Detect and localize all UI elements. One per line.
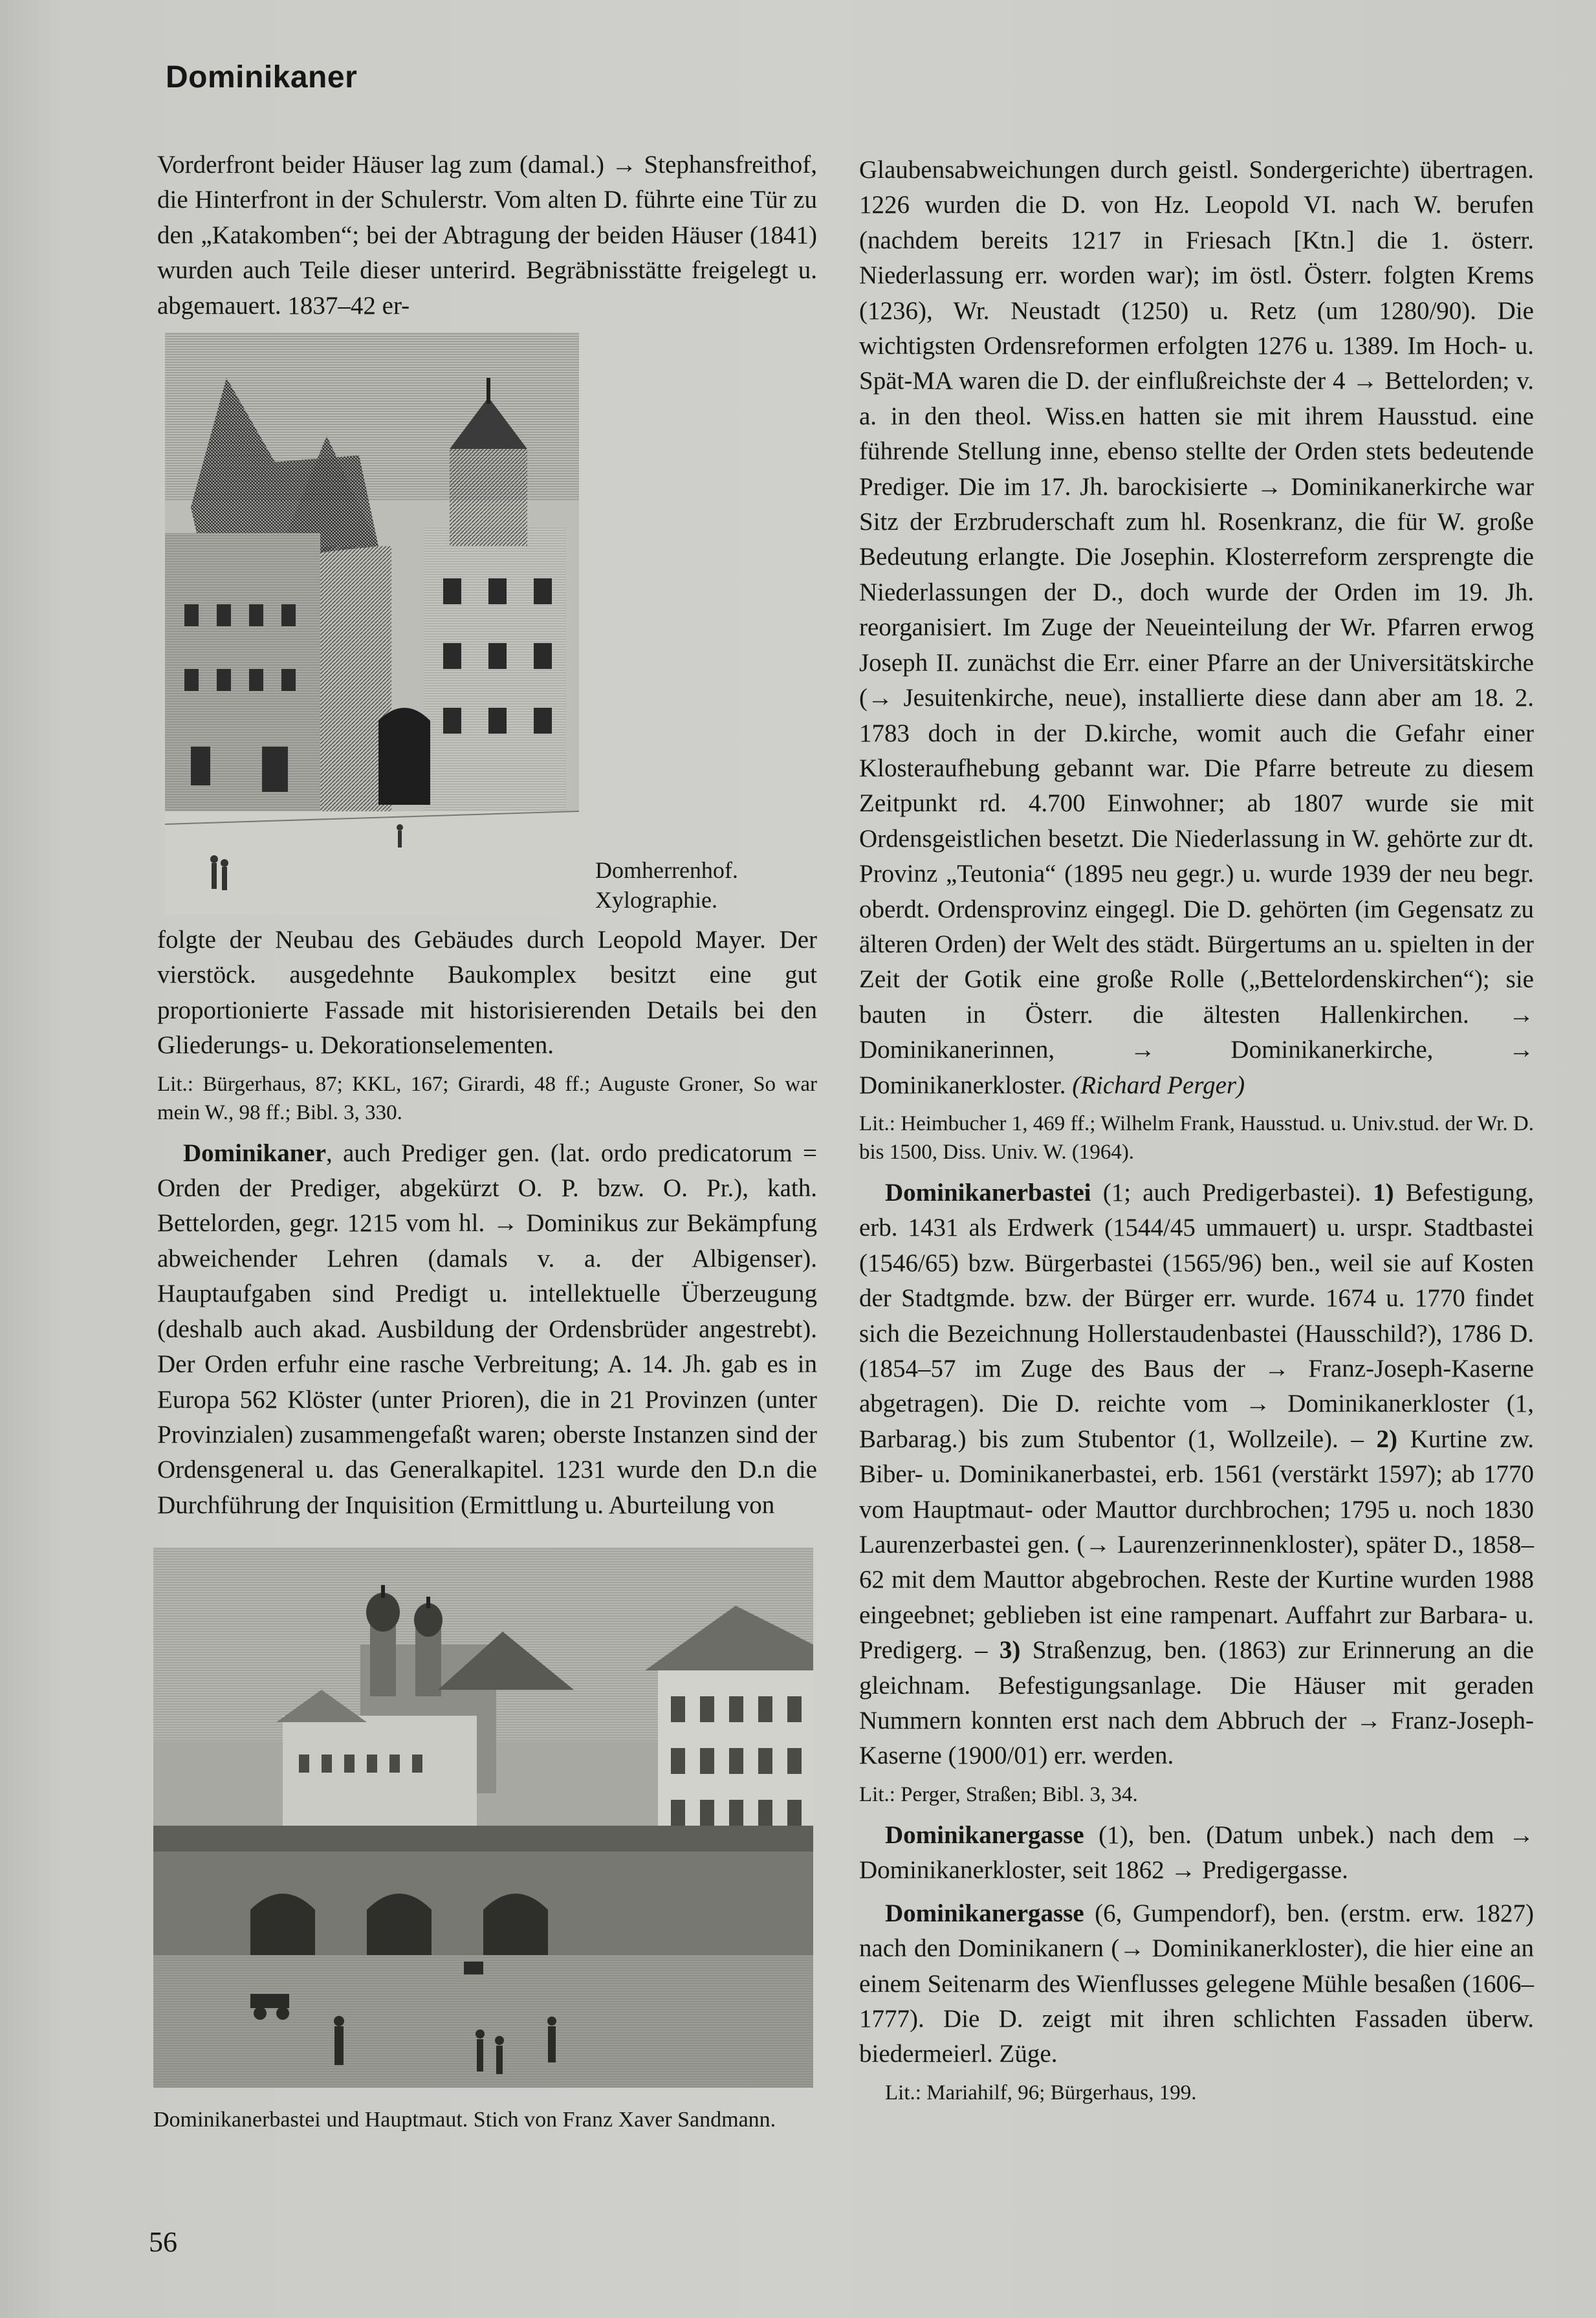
- entry-dominikanergasse-1-headword: Dominikanergasse: [885, 1821, 1084, 1849]
- dominikanerbastei-engraving-image: [153, 1547, 813, 2088]
- paragraph-domherrenhof-rebuild: folgte der Neubau des Gebäudes durch Leopold Mayer. Der vierstöck. ausgedehnte Baukomplex besitzt eine gut proportionierte Fassade mit historisierenden Details bei den Gliederungs- u. Dekorationselementen.: [157, 926, 817, 1060]
- literature-domherrenhof: Lit.: Bürgerhaus, 87; KKL, 167; Girardi, 48 ff.; Auguste Groner, So war mein W., 98 ff.; Bibl. 3, 330.: [157, 1072, 817, 1124]
- entry-dominikaner-headword: Dominikaner: [183, 1139, 327, 1167]
- entry-dominikanergasse-1-text: (1), ben. (Datum unbek.) nach dem → Dominikanerkloster, seit 1862 → Predigergasse.: [859, 1821, 1534, 1885]
- entry-dominikanerbastei-number-2: 2): [1376, 1425, 1397, 1453]
- caption-line-technique: Xylographie.: [595, 887, 717, 913]
- entry-dominikanergasse-1: [859, 1818, 1534, 1888]
- page-number: 56: [149, 2226, 177, 2258]
- running-header-title: Dominikaner: [166, 60, 358, 94]
- figure-domherrenhof-caption: [595, 855, 738, 915]
- figure-dominikanerbastei-caption: Dominikanerbastei und Hauptmaut. Stich von Franz Xaver Sandmann.: [153, 2107, 776, 2132]
- author-signature: (Richard Perger): [1072, 1071, 1245, 1099]
- entry-dominikanerbastei: [859, 1175, 1534, 1774]
- paragraph-dominikaner-text: Glaubensabweichungen durch geistl. Sondergerichte) übertragen. 1226 wurden die D. von Hz. Leopold VI. nach W. berufen (nachdem bereits 1217 in Friesach [Ktn.] die 1. österr. Niederlassung err. worden war); im östl. Österr. folgten Krems (1236), Wr. Neustadt (1250) u. Retz (um 1280/90). Die wichtigsten Ordensreformen erfolgten 1276 u. 1389. Im Hoch- u. Spät-MA waren die D. der einflußreichste der 4 → Bettelorden; v. a. in den theol. Wiss.en hatten sie mit ihrem Hausstud. eine führende Stellung inne, ebenso stellte der Orden stets bedeutende Prediger. Die im 17. Jh. barockisierte → Dominikanerkirche war Sitz der Erzbruderschaft zum hl. Rosenkranz, die für W. große Bedeutung erlangte. Die Josephin. Klosterreform zersprengte die Niederlassungen der D., doch wurde der Orden im 19. Jh. reorganisiert. Im Zuge der Neueinteilung der Wr. Pfarren erwog Joseph II. zunächst die Err. einer Pfarre an der Universitätskirche (→ Jesuitenkirche, neue), installierte diese dann aber am 18. 2. 1783 doch in der D.kirche, womit auch die Gefahr einer Klosteraufhebung gebannt war. Die Pfarre betreute zu diesem Zeitpunkt rd. 4.700 Einwohner; ab 1807 wurde sie mit Ordensgeistlichen besetzt. Die Niederlassung in W. gehörte zur dt. Provinz „Teutonia“ (1895 neu gegr.) u. wurde 1939 der neu begr. oberdt. Ordensprovinz eingegl. Die D. gehörten (im Gegensatz zu älteren Orden) der Welt des städt. Bürgertums an u. spielten in der Zeit der Gotik eine große Rolle („Bettelordenskirchen“); sie bauten in Österr. die ältesten Hallenkirchen. → Dominikanerinnen, → Dominikanerkirche, → Dominikanerkloster.: [859, 156, 1534, 1099]
- left-column: [153, 148, 817, 2134]
- paragraph-domherrenhof-continued: Vorderfront beider Häuser lag zum (damal.) → Stephansfreithof, die Hinterfront in der Schulerstr. Vom alten D. führte eine Tür zu den „Katakomben“; bei der Abtragung der beiden Häuser (1841) wurden auch Teile dieser unterird. Begräbnisstätte freigelegt u. abgemauert. 1837–42 er-: [157, 151, 817, 320]
- entry-dominikanerbastei-number-3: 3): [999, 1636, 1021, 1665]
- right-column: [859, 153, 1534, 2116]
- entry-dominikanergasse-6: [859, 1896, 1534, 2072]
- entry-dominikanerbastei-text-4: Straßenzug, ben. (1863) zur Erinnerung an die gleichnam. Befestigungsanlage. Die Häuser mit geraden Nummern konnten erst nach dem Abbruch der → Franz-Joseph-Kaserne (1900/01) err. werden.: [859, 1636, 1534, 1770]
- figure-domherrenhof: [165, 333, 817, 915]
- entry-dominikanerbastei-text-3: Kurtine zw. Biber- u. Dominikanerbastei, erb. 1561 (verstärkt 1597); ab 1770 vom Hauptmaut- oder Mauttor durchbrochen; 1795 u. noch 1830 Laurenzerbastei gen. (→ Laurenzerinnenkloster), später D., 1858–62 mit dem Mauttor abgebrochen. Reste der Kurtine wurden 1988 eingeebnet; geblieben ist eine rampenart. Auffahrt zur Barbara- u. Predigerg. –: [859, 1425, 1535, 1665]
- caption-line-title: Domherrenhof.: [595, 857, 738, 884]
- paragraph-dominikaner-continued: [859, 153, 1534, 1103]
- entry-dominikaner: [157, 1136, 817, 1523]
- literature-dominikaner: Lit.: Heimbucher 1, 469 ff.; Wilhelm Frank, Hausstud. u. Univ.stud. der Wr. D. bis 1500, Diss. Univ. W. (1964).: [859, 1111, 1534, 1164]
- entry-dominikanerbastei-headword: Dominikanerbastei: [885, 1178, 1091, 1207]
- literature-dominikanergasse-6: Lit.: Mariahilf, 96; Bürgerhaus, 199.: [885, 2081, 1197, 2105]
- entry-dominikanergasse-6-headword: Dominikanergasse: [885, 1899, 1084, 1927]
- entry-dominikaner-text: , auch Prediger gen. (lat. ordo predicatorum = Orden der Prediger, abgekürzt O. P. bzw. O. Pr.), kath. Bettelorden, gegr. 1215 vom hl. → Dominikus zur Bekämpfung abweichender Lehren (damals v. a. der Albigenser). Hauptaufgaben sind Predigt u. intellektuelle Überzeugung (deshalb auch akad. Ausbildung der Ordensbrüder angestrebt). Der Orden erfuhr eine rasche Verbreitung; A. 14. Jh. gab es in Europa 562 Klöster (unter Prioren), die in 21 Provinzen (unter Provinzialen) zusammengefaßt waren; oberste Instanzen sind der Ordensgeneral u. das Generalkapitel. 1231 wurde den D.n die Durchführung der Inquisition (Ermittlung u. Aburteilung von: [157, 1139, 817, 1519]
- entry-dominikanerbastei-text-2: Befestigung, erb. 1431 als Erdwerk (1544/45 ummauert) u. urspr. Stadtbastei (1546/65) bzw. Bürgerbastei (1565/96) ben., weil sie auf Kosten der Stadtgmde. bzw. der Bürger err. wurde. 1674 u. 1770 findet sich die Bezeichnung Hollerstaudenbastei (Hausschild?), 1786 D. (1854–57 im Zuge des Baus der → Franz-Joseph-Kaserne abgetragen). Die D. reichte vom → Dominikanerkloster (1, Barbarag.) bis zum Stubentor (1, Wollzeile). –: [859, 1178, 1534, 1453]
- entry-dominikanerbastei-text-1: (1; auch Predigerbastei).: [1091, 1178, 1373, 1207]
- entry-dominikanergasse-6-text: (6, Gumpendorf), ben. (erstm. erw. 1827) nach den Dominikanern (→ Dominikanerkloster), die hier eine an einem Seitenarm des Wienflusses gelegene Mühle besaßen (1606–1777). Die D. zeigt mit ihren schlichten Fassaden überw. biedermeierl. Züge.: [859, 1899, 1534, 2068]
- figure-dominikanerbastei: [153, 1547, 817, 2134]
- domherrenhof-xylograph-image: [165, 333, 579, 915]
- entry-dominikanerbastei-number-1: 1): [1373, 1178, 1394, 1207]
- literature-dominikanerbastei: Lit.: Perger, Straßen; Bibl. 3, 34.: [859, 1782, 1138, 1806]
